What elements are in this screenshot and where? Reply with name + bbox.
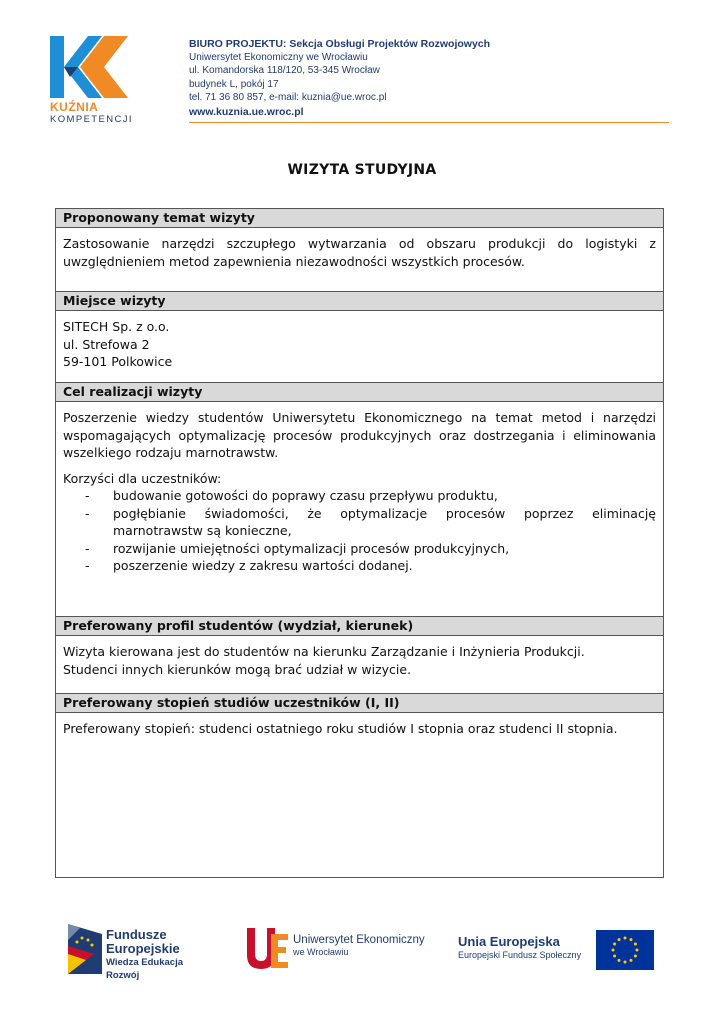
section-heading-degree: Preferowany stopień studiów uczestników (I, II) bbox=[56, 694, 663, 713]
section-heading-profile: Preferowany profil studentów (wydział, kierunek) bbox=[56, 617, 663, 636]
section-heading-place: Miejsce wizyty bbox=[56, 292, 663, 311]
fe-line-2: Europejskie bbox=[106, 941, 180, 956]
eu-star-icon bbox=[630, 959, 633, 962]
ue-line-2: we Wrocławiu bbox=[293, 947, 349, 957]
section-body-degree bbox=[56, 713, 663, 851]
office-title: BIURO PROJEKTU: Sekcja Obsługi Projektów Rozwojowych bbox=[189, 38, 491, 50]
fe-line-1: Fundusze bbox=[106, 927, 167, 942]
logo-subtitle: KOMPETENCJI bbox=[50, 114, 133, 125]
section-body-goal bbox=[56, 402, 663, 617]
eu-star-icon bbox=[624, 937, 627, 940]
office-university: Uniwersytet Ekonomiczny we Wrocławiu bbox=[189, 52, 368, 63]
office-website: www.kuznia.ue.wroc.pl bbox=[189, 105, 304, 118]
logo-name: KUŹNIA bbox=[50, 100, 99, 114]
eu-star-icon bbox=[624, 961, 627, 964]
eu-line-2: Europejski Fundusz Społeczny bbox=[458, 950, 582, 960]
section-heading-goal: Cel realizacji wizyty bbox=[56, 383, 663, 402]
benefit-item: - pogłębianie świadomości, że optymalizacje procesów poprzez eliminację marnotrawstw są konieczne, bbox=[63, 505, 656, 540]
section-body-profile bbox=[56, 636, 663, 694]
visit-form-table bbox=[55, 208, 664, 878]
eu-star-icon bbox=[634, 943, 637, 946]
unia-europejska-label bbox=[458, 934, 581, 961]
section-body-place bbox=[56, 311, 663, 383]
topic-text: Zastosowanie narzędzi szczupłego wytwarzania od obszaru produkcji do logistyki z uwzględnieniem metod zapewnienia niezawodności wszystkich procesów. bbox=[63, 236, 656, 269]
eu-star-icon bbox=[636, 949, 639, 952]
ue-monogram-icon bbox=[245, 928, 289, 970]
benefits-list bbox=[63, 487, 656, 575]
eu-line-1: Unia Europejska bbox=[458, 934, 560, 949]
place-company: SITECH Sp. z o.o. bbox=[63, 319, 170, 334]
eu-star-icon bbox=[612, 949, 615, 952]
place-street: ul. Strefowa 2 bbox=[63, 336, 150, 352]
eu-star-icon bbox=[634, 955, 637, 958]
ue-wroclaw-logo bbox=[245, 928, 435, 973]
benefit-item: - rozwijanie umiejętności optymalizacji procesów produkcyjnych, bbox=[63, 540, 656, 558]
eu-star-icon bbox=[613, 955, 616, 958]
document-title: WIZYTA STUDYJNA bbox=[287, 162, 437, 178]
office-contact: tel. 71 36 80 857, e-mail: kuznia@ue.wroc.pl bbox=[189, 92, 387, 104]
benefits-intro: Korzyści dla uczestników: bbox=[63, 470, 222, 486]
office-room: budynek L, pokój 17 bbox=[189, 78, 279, 90]
fundusze-europejskie-flag-icon bbox=[68, 924, 102, 974]
kuznia-kompetencji-logo bbox=[50, 36, 133, 126]
benefit-item: - poszerzenie wiedzy z zakresu wartości dodanej. bbox=[63, 557, 656, 575]
profile-line-1: Wizyta kierowana jest do studentów na kierunku Zarządzanie i Inżynieria Produkcji. bbox=[63, 644, 585, 659]
footer-logos bbox=[0, 922, 724, 982]
fe-line-3: Wiedza Edukacja Rozwój bbox=[106, 957, 183, 981]
letterhead-divider bbox=[189, 122, 669, 123]
eu-star-icon bbox=[630, 938, 633, 941]
degree-text: Preferowany stopień: studenci ostatniego roku studiów I stopnia oraz studenci II stopnia. bbox=[63, 721, 618, 736]
section-body-topic bbox=[56, 228, 663, 292]
place-city: 59-101 Polkowice bbox=[63, 354, 173, 369]
office-street: ul. Komandorska 118/120, 53-345 Wrocław bbox=[189, 65, 380, 77]
fundusze-europejskie-logo bbox=[68, 922, 218, 981]
goal-text: Poszerzenie wiedzy studentów Uniwersytetu Ekonomicznego na temat metod i narzędzi wspomagających optymalizację procesów produkcyjnych oraz dostrzegania i eliminowania wszelkiego rodzaju marnotrawstw. bbox=[63, 410, 656, 460]
eu-star-icon bbox=[618, 938, 621, 941]
project-office-address bbox=[189, 38, 669, 119]
eu-star-icon bbox=[613, 943, 616, 946]
ue-line-1: Uniwersytet Ekonomiczny bbox=[293, 934, 425, 946]
profile-line-2: Studenci innych kierunków mogą brać udział w wizycie. bbox=[63, 661, 412, 677]
eu-flag-icon bbox=[596, 930, 654, 970]
eu-star-icon bbox=[618, 959, 621, 962]
kuznia-logo-mark-icon bbox=[50, 36, 128, 98]
section-heading-topic: Proponowany temat wizyty bbox=[56, 209, 663, 228]
benefit-item: - budowanie gotowości do poprawy czasu przepływu produktu, bbox=[63, 487, 656, 505]
